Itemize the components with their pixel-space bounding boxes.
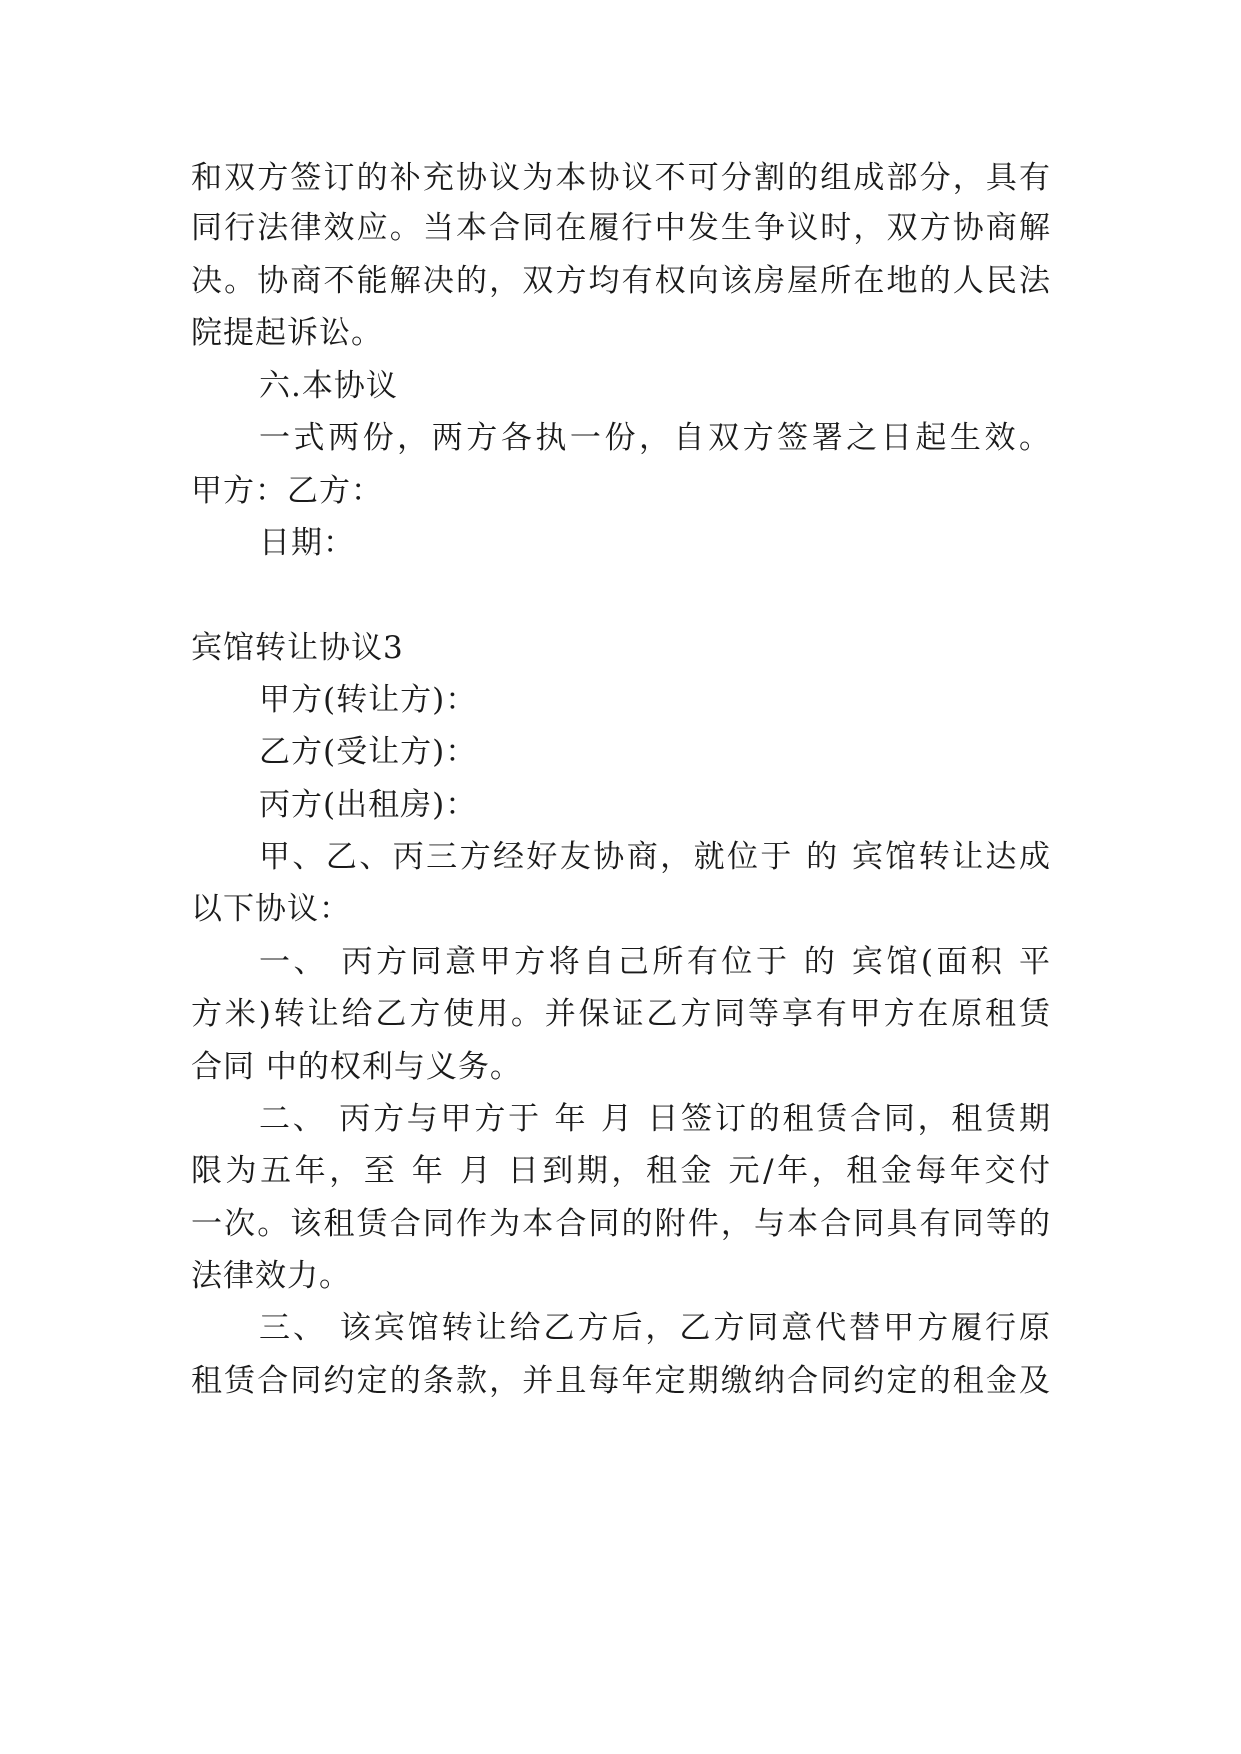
date-line: 日期： [259,525,355,561]
text-line: 院提起诉讼。 [191,315,383,351]
text-line: 以下协议： [191,891,351,927]
text-line: 决。协商不能解决的，双方均有权向该房屋所在地的人民法 [191,263,1051,299]
document-title: 宾馆转让协议3 [191,630,404,666]
clause-three: 三、 该宾馆转让给乙方后，乙方同意代替甲方履行原 [259,1310,1051,1346]
text-line: 租赁合同约定的条款，并且每年定期缴纳合同约定的租金及 [191,1363,1051,1399]
party-c-line: 丙方(出租房)： [259,787,478,823]
text-line: 一式两份，两方各执一份，自双方签署之日起生效。 [259,420,1051,456]
text-line: 合同 中的权利与义务。 [191,1049,522,1085]
party-b-line: 乙方(受让方)： [259,734,478,770]
signature-parties: 甲方：乙方： [191,473,383,509]
text-line: 限为五年，至 年 月 日到期，租金 元/年，租金每年交付 [191,1153,1051,1189]
section-heading: 六.本协议 [259,368,398,404]
text-line: 同行法律效应。当本合同在履行中发生争议时，双方协商解 [191,210,1051,246]
text-line: 和双方签订的补充协议为本协议不可分割的组成部分，具有 [191,160,1051,196]
text-line: 一次。该租赁合同作为本合同的附件，与本合同具有同等的 [191,1206,1051,1242]
text-line: 法律效力。 [191,1258,351,1294]
text-line: 甲、乙、丙三方经好友协商，就位于 的 宾馆转让达成 [259,839,1051,875]
clause-one: 一、 丙方同意甲方将自己所有位于 的 宾馆(面积 平 [259,944,1051,980]
clause-two: 二、 丙方与甲方于 年 月 日签订的租赁合同，租赁期 [259,1101,1051,1137]
text-line: 方米)转让给乙方使用。并保证乙方同等享有甲方在原租赁 [191,996,1051,1032]
party-a-line: 甲方(转让方)： [259,682,478,718]
